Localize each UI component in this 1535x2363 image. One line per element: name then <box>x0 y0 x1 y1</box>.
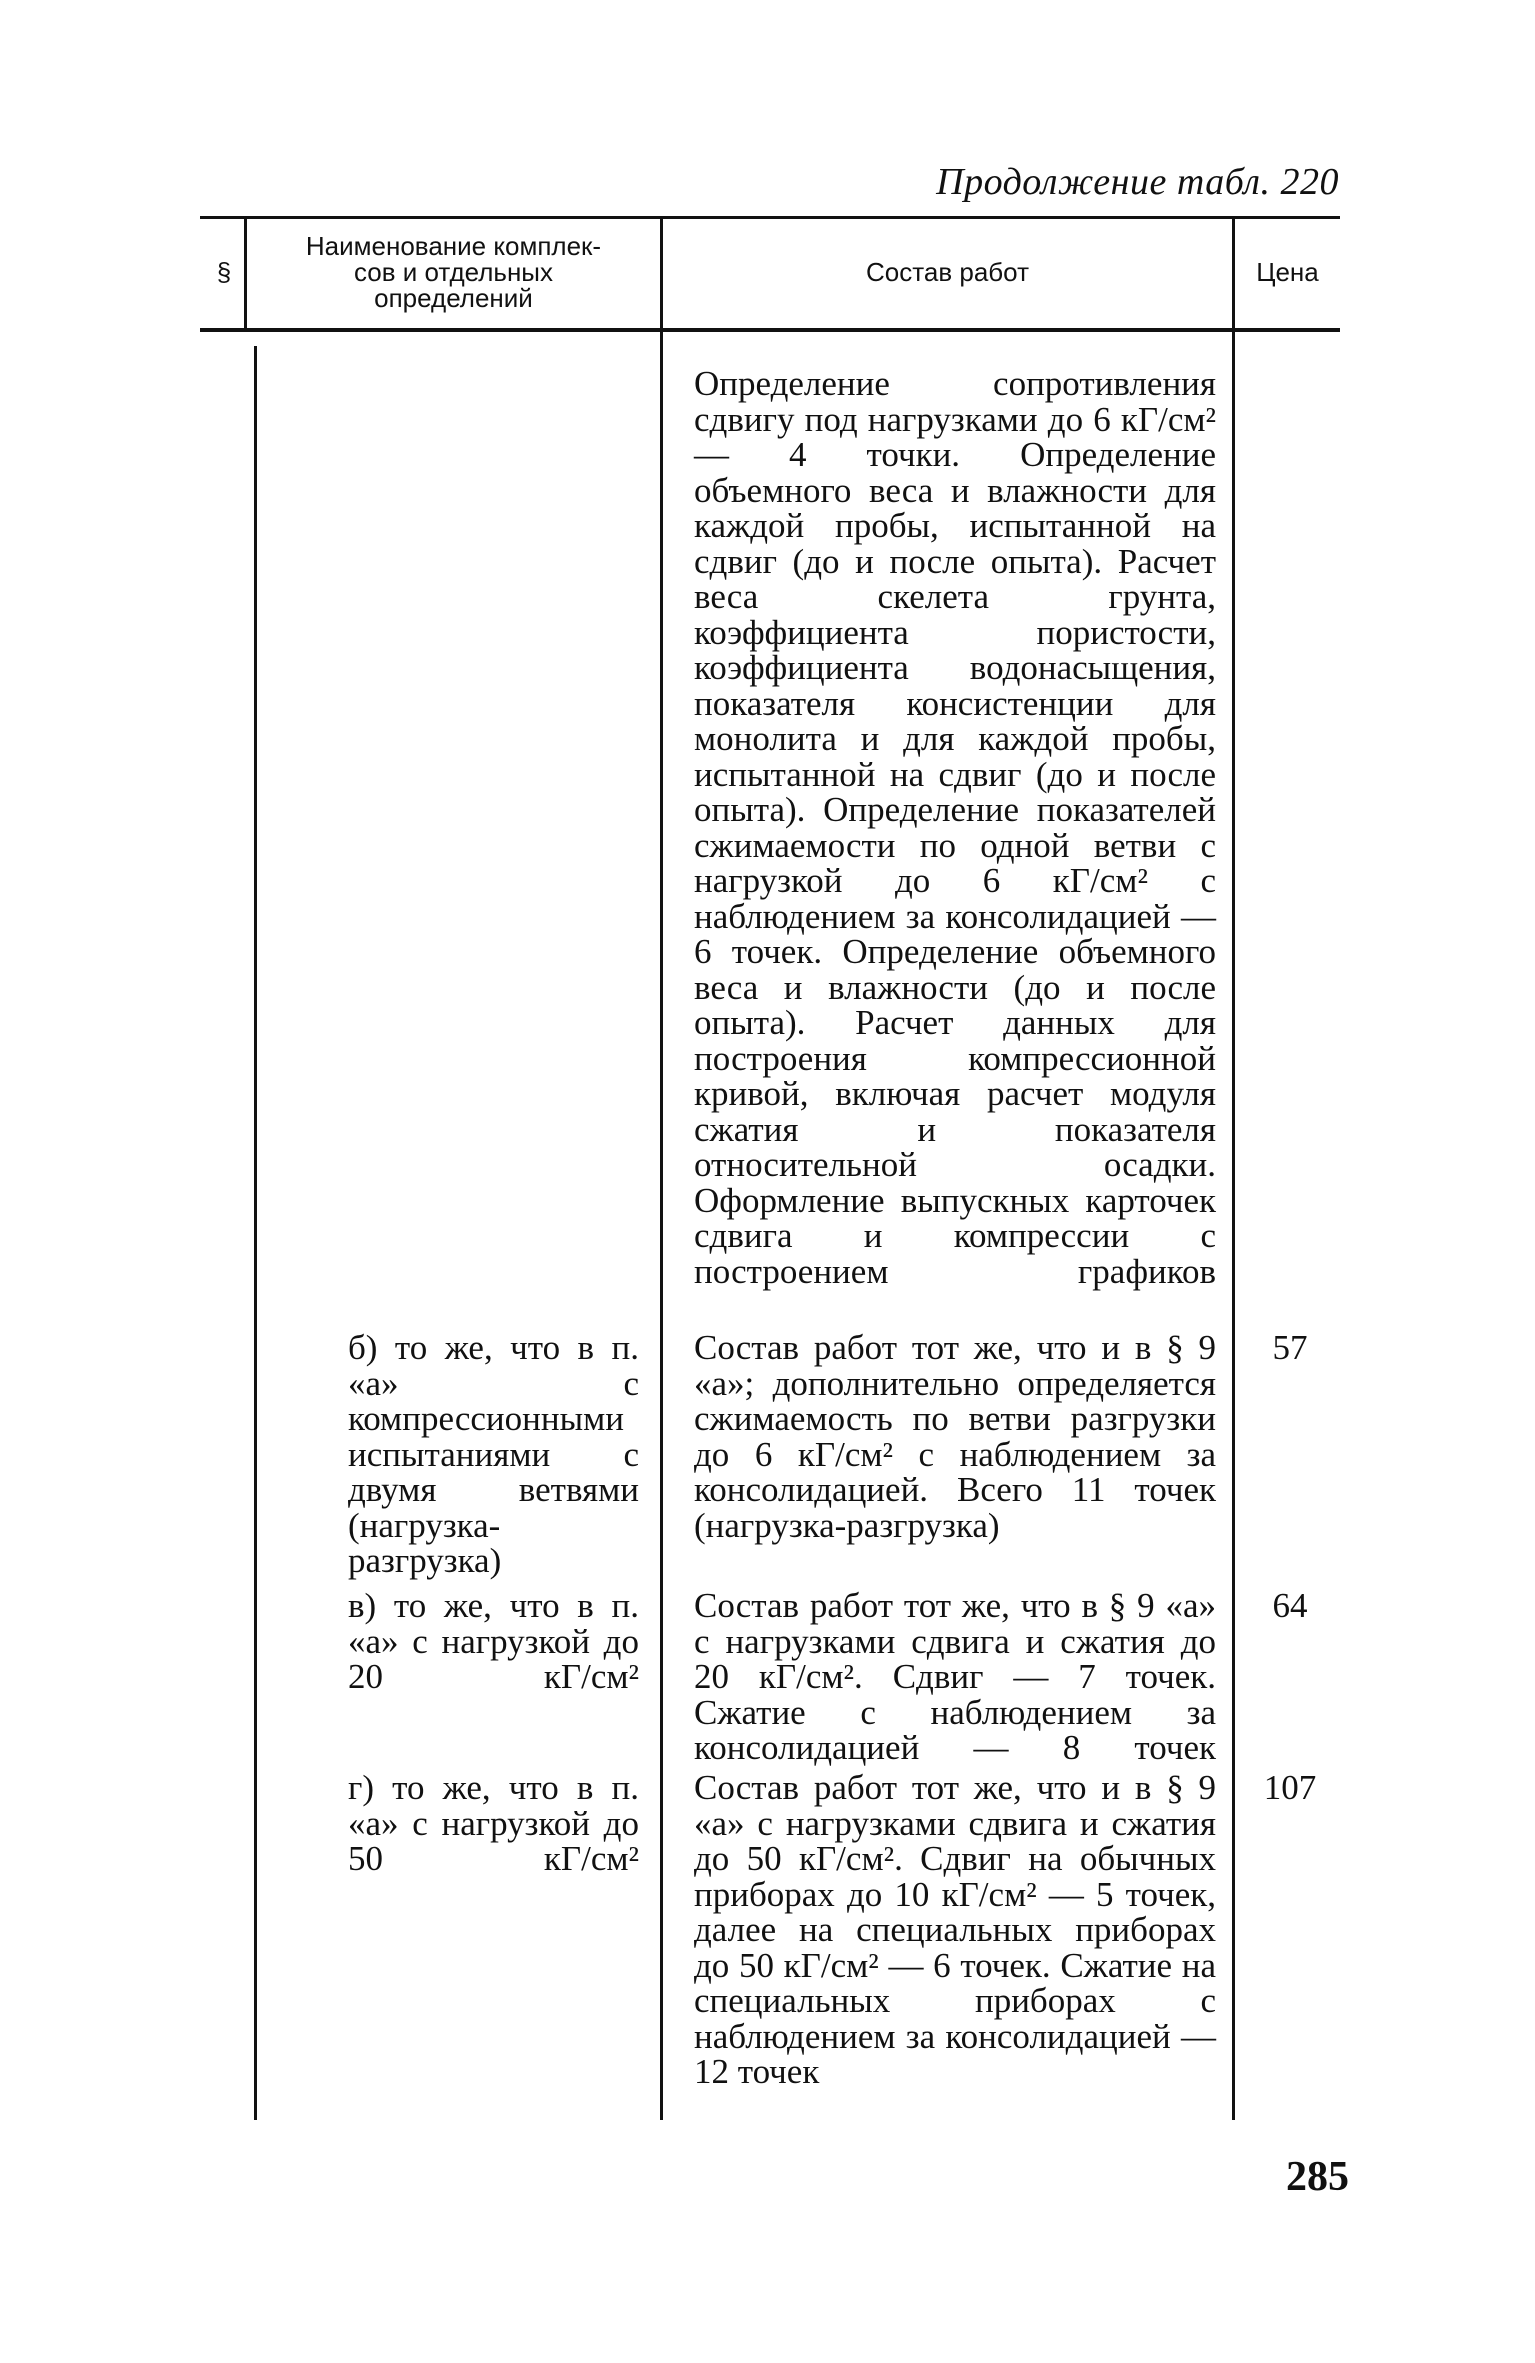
row-g-name: г) то же, что в п. «а» с нагрузкой до 50 кГ/см² <box>348 1768 639 1878</box>
row-v-name: в) то же, что в п. «а» с нагрузкой до 20 кГ/см² <box>348 1586 639 1696</box>
row-b-name: б) то же, что в п. «а» с компрессионными испытаниями с двумя ветвями (нагрузка-разгрузка) <box>348 1328 639 1580</box>
row-g-work: Состав работ тот же, что и в § 9 «а» с нагрузками сдвига и сжатия до 50 кГ/см². Сдвиг на обычных приборах до 10 кГ/см² — 5 точек, далее на специальных приборах до 50 кГ/см² — 6 точек. Сжатие на специальных приборах с наблюдением за консолидацией — 12 точек <box>694 1768 1216 2091</box>
column-divider <box>660 216 663 2120</box>
row-v-work: Состав работ тот же, что в § 9 «а» с нагрузками сдвига и сжатия до 20 кГ/см². Сдвиг — 7 точек. Сжатие с наблюдением за консолидацией — 8 точек <box>694 1586 1216 1767</box>
table-continuation-caption: Продолжение табл. 220 <box>936 161 1339 203</box>
header-name: Наименование комплек- сов и отдельных определений <box>305 231 602 313</box>
row-g-price: 107 <box>1263 1768 1317 1807</box>
header-price: Цена <box>1256 257 1319 287</box>
header-work: Состав работ <box>866 257 1029 287</box>
column-divider <box>254 346 257 2120</box>
row-v-price: 64 <box>1272 1586 1308 1625</box>
row-b-price: 57 <box>1272 1328 1308 1367</box>
page-number: 285 <box>1286 2154 1349 2200</box>
row-b-work: Состав работ тот же, что и в § 9 «а»; дополнительно определяется сжимаемость по ветви разгрузки до 6 кГ/см² с наблюдением за консолидацией. Всего 11 точек (нагрузка-разгрузка) <box>694 1328 1216 1545</box>
table-header-rule <box>200 328 1340 332</box>
row-0-work: Определение сопротивления сдвигу под нагрузками до 6 кГ/см² — 4 точки. Определение объемного веса и влажности для каждой пробы, испытанной на сдвиг (до и после опыта). Расчет веса скелета грунта, коэффициента пористости, коэффициента водонасыщения, показателя консистенции для монолита и для каждой пробы, испытанной на сдвиг (до и после опыта). Определение показателей сжимаемости по одной ветви с нагрузкой до 6 кГ/см² с наблюдением за консолидацией — 6 точек. Определение объемного веса и влажности (до и после опыта). Расчет данных для построения компрессионной кривой, включая расчет модуля сжатия и показателя относительной осадки. Оформление выпускных карточек сдвига и компрессии с построением графиков <box>694 364 1216 1291</box>
header-section: § <box>216 257 232 287</box>
column-divider <box>1232 216 1235 2120</box>
